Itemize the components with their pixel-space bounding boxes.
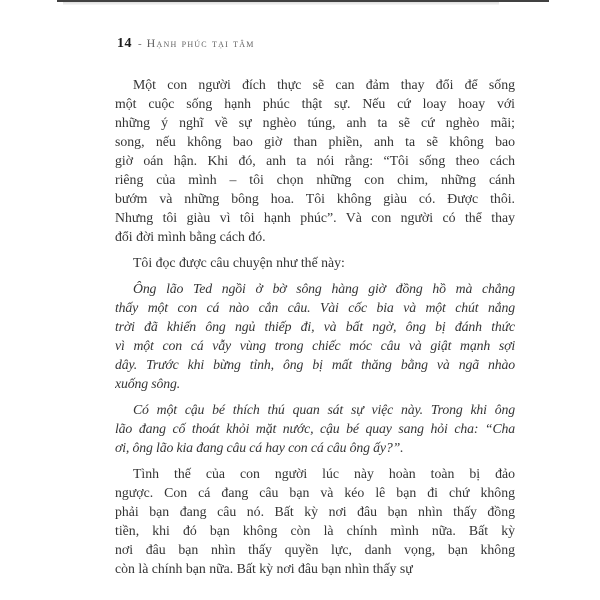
text-line: nơi đâu bạn nhìn thấy quyền lực, danh vọng, bạn không: [115, 542, 515, 557]
paragraph: [115, 253, 515, 272]
text-line: dây. Trước khi bừng tỉnh, ông bị mất thăng bằng và ngã nhào: [115, 357, 515, 372]
text-line: Một con người đích thực sẽ can đảm thay đổi để sống: [133, 77, 515, 92]
text-line: riêng của mình – tôi chọn những con chim, những cánh: [115, 172, 515, 187]
text-line: ơi, ông lão kia đang câu cá hay con cá câu ông ấy?”.: [115, 440, 404, 455]
paragraph: [115, 279, 515, 393]
text-line: những ý nghĩ về sự nghèo túng, anh ta sẽ cứ nghèo mãi;: [115, 115, 515, 130]
page-number: 14: [117, 36, 132, 51]
text-line: còn là chính bạn nữa. Bất kỳ nơi đâu bạn nhìn thấy sự: [115, 561, 413, 576]
text-line: giờ oán hận. Khi đó, anh ta nói rằng: “Tôi sống theo cách: [115, 153, 515, 168]
text-line: Tôi đọc được câu chuyện như thế này:: [133, 255, 345, 270]
text-line: song, nếu không bao giờ than phiền, anh ta sẽ không bao: [115, 134, 515, 149]
text-line: Nhưng tôi giàu vì tôi hạnh phúc”. Và con người có thể thay: [115, 210, 515, 225]
paragraph: [115, 75, 515, 246]
text-line: thấy một con cá nào cắn câu. Vài cốc bia và một chút nắng: [115, 300, 515, 315]
text-line: đổi đời mình bằng cách đó.: [115, 229, 266, 244]
text-line: Có một cậu bé thích thú quan sát sự việc này. Trong khi ông: [133, 402, 515, 417]
text-line: xuống sông.: [115, 376, 181, 391]
paragraph: [115, 464, 515, 578]
text-line: tiền, khi đó bạn không còn là chính mình nữa. Bất kỳ: [115, 523, 515, 538]
text-line: Tình thế của con người lúc này hoàn toàn bị đảo: [133, 466, 515, 481]
paragraph: [115, 400, 515, 457]
text-line: trời đã khiến ông ngủ thiếp đi, và bất ngờ, ông bị đánh thức: [115, 319, 515, 334]
body-text: [115, 75, 515, 578]
text-line: một cuộc sống hạnh phúc thật sự. Nếu cứ loay hoay với: [115, 96, 515, 111]
text-line: vì một con cá vẫy vùng trong chiếc móc câu và giật mạnh sợi: [115, 338, 515, 353]
text-line: phải bạn đang câu nó. Bất kỳ nơi đâu bạn nhìn thấy đồng: [115, 504, 515, 519]
text-line: bướm và những bông hoa. Tôi không giàu có. Được thôi.: [115, 191, 515, 206]
running-head: [117, 36, 255, 52]
book-title: Hạnh phúc tại tâm: [146, 36, 255, 50]
header-separator: -: [138, 38, 142, 50]
page-top-edge-fade: [63, 2, 499, 5]
text-line: Ông lão Ted ngồi ở bờ sông hàng giờ đồng hồ mà chẳng: [133, 281, 515, 296]
text-line: ngược. Con cá đang câu bạn và kéo lê bạn đi chứ không: [115, 485, 515, 500]
text-line: lão đang cố thoát khỏi mặt nước, cậu bé quay sang hỏi cha: “Cha: [115, 421, 515, 436]
